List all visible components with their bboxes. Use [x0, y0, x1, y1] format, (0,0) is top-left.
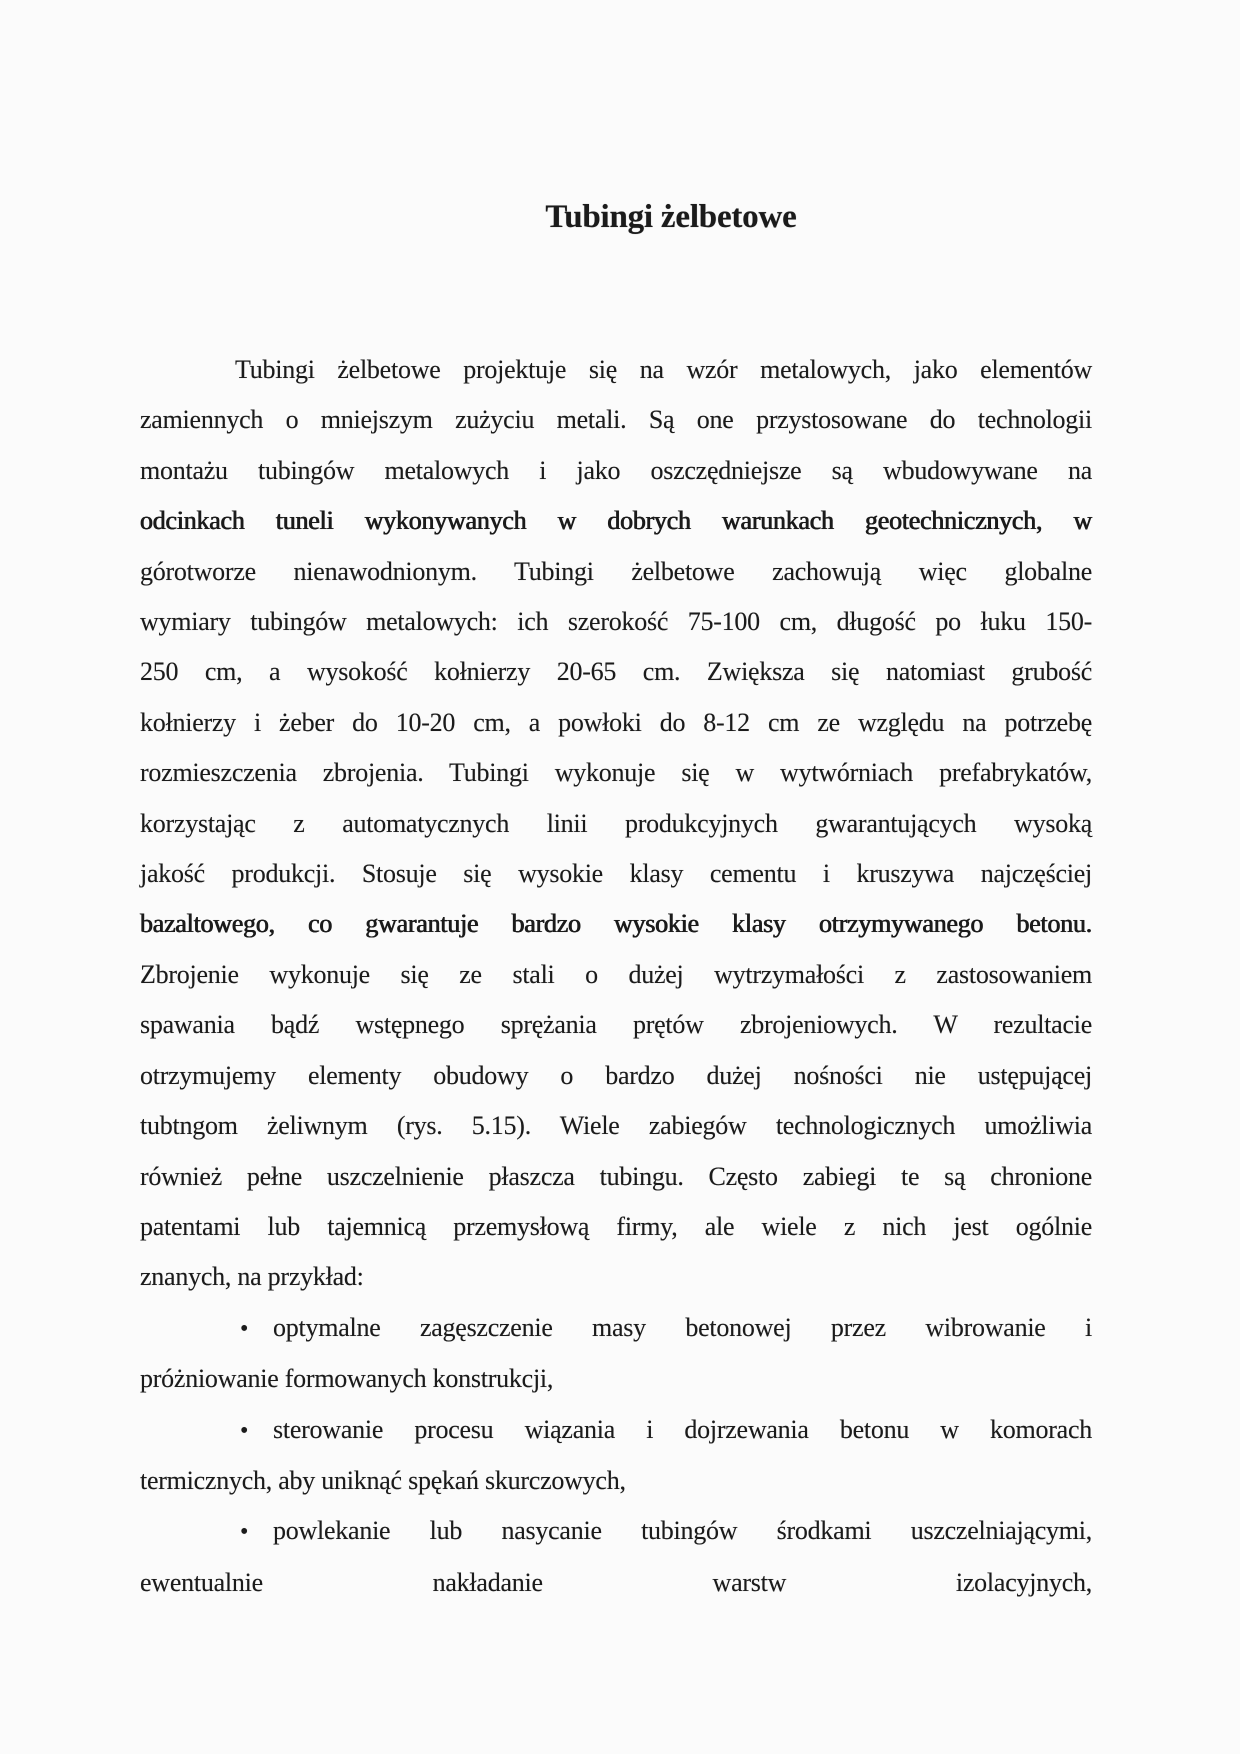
bullet-line-text: optymalne zagęszczenie masy betonowej przez wibrowanie i	[273, 1312, 1092, 1342]
document-title-text: Tubingi żelbetowe	[545, 199, 797, 235]
text-line: 250 cm, a wysokość kołnierzy 20-65 cm. Zwiększa się natomiast grubość	[140, 657, 1092, 687]
text-line: montażu tubingów metalowych i jako oszczędniejsze są wbudowywane na	[140, 455, 1092, 485]
bullet-line-text: powlekanie lub nasycanie tubingów środkami uszczelniającymi,	[273, 1516, 1092, 1546]
document-title	[140, 195, 1092, 239]
text-line: termicznych, aby uniknąć spękań skurczowych,	[140, 1465, 626, 1495]
text-line: próżniowanie formowanych konstrukcji,	[140, 1364, 554, 1394]
bullet-icon: •	[240, 1519, 249, 1546]
text-line: patentami lub tajemnicą przemysłową firmy, ale wiele z nich jest ogólnie	[140, 1211, 1092, 1241]
text-line: kołnierzy i żeber do 10-20 cm, a powłoki do 8-12 cm ze względu na potrzebę	[140, 707, 1092, 737]
text-line: ewentualnie nakładanie warstw izolacyjnych,	[140, 1567, 1092, 1597]
document-body	[140, 345, 1092, 1608]
text-line: zamiennych o mniejszym zużyciu metali. Są one przystosowane do technologii	[140, 405, 1092, 435]
text-line: rozmieszczenia zbrojenia. Tubingi wykonuje się w wytwórniach prefabrykatów,	[140, 758, 1092, 788]
text-line: bazaltowego, co gwarantuje bardzo wysokie klasy otrzymywanego betonu.	[140, 909, 1092, 939]
text-line: również pełne uszczelnienie płaszcza tubingu. Często zabiegi te są chronione	[140, 1161, 1092, 1191]
bullet-icon: •	[240, 1315, 249, 1342]
bullet-line-text: sterowanie procesu wiązania i dojrzewania betonu w komorach	[273, 1414, 1092, 1444]
bullet-icon: •	[240, 1417, 249, 1444]
text-line: znanych, na przykład:	[140, 1262, 364, 1292]
text-line: korzystając z automatycznych linii produkcyjnych gwarantujących wysoką	[140, 808, 1092, 838]
text-line: Tubingi żelbetowe projektuje się na wzór metalowych, jako elementów	[235, 355, 1092, 384]
text-line: jakość produkcji. Stosuje się wysokie klasy cementu i kruszywa najczęściej	[140, 859, 1092, 889]
text-line: odcinkach tuneli wykonywanych w dobrych warunkach geotechnicznych, w	[140, 506, 1092, 536]
bullet-list-line	[140, 1405, 1092, 1456]
bullet-list-line	[140, 1506, 1092, 1557]
text-line: spawania bądź wstępnego sprężania prętów zbrojeniowych. W rezultacie	[140, 1010, 1092, 1040]
text-line: tubtngom żeliwnym (rys. 5.15). Wiele zabiegów technologicznych umożliwia	[140, 1111, 1092, 1141]
text-line: otrzymujemy elementy obudowy o bardzo dużej nośności nie ustępującej	[140, 1060, 1092, 1090]
text-line: Zbrojenie wykonuje się ze stali o dużej wytrzymałości z zastosowaniem	[140, 959, 1092, 989]
text-line: górotworze nienawodnionym. Tubingi żelbetowe zachowują więc globalne	[140, 556, 1092, 586]
bullet-list-line	[140, 1303, 1092, 1354]
text-line: wymiary tubingów metalowych: ich szerokość 75-100 cm, długość po łuku 150-	[140, 607, 1092, 637]
